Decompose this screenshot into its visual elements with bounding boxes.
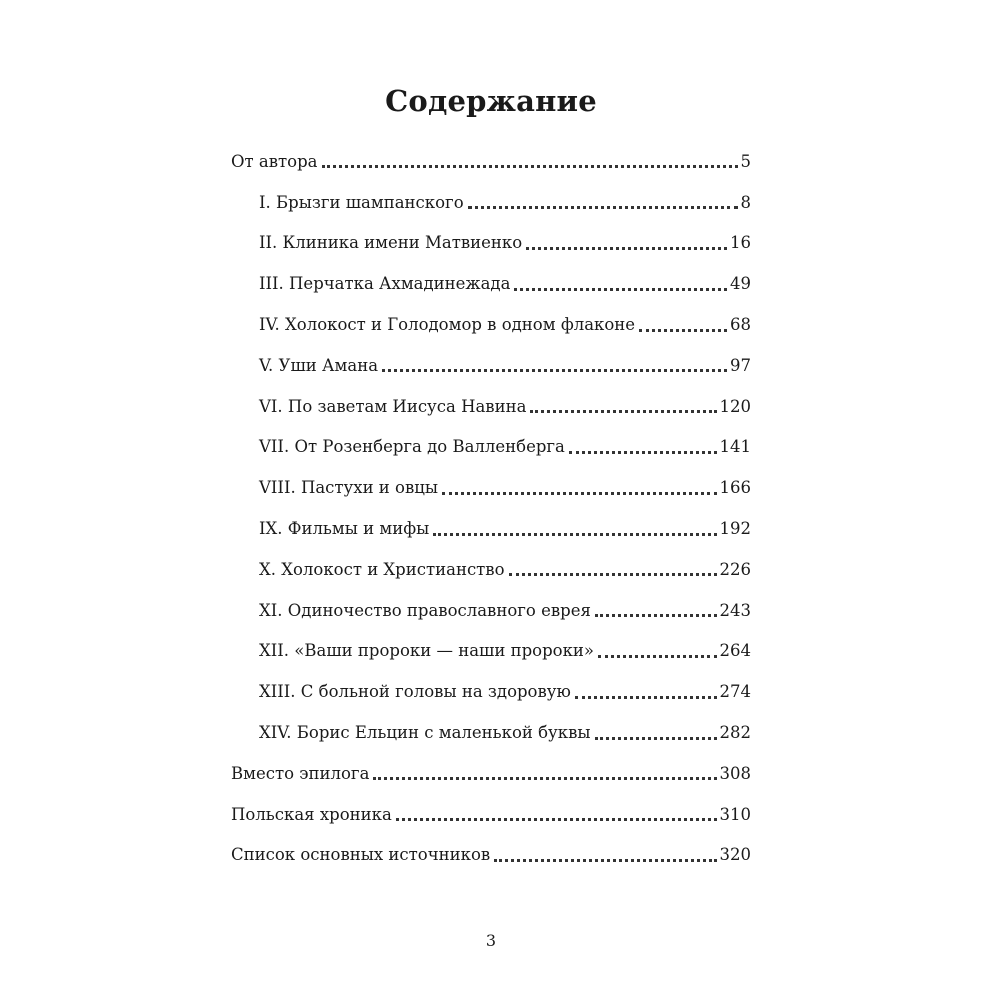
toc-entry-title: Вместо эпилога: [231, 763, 370, 783]
dot-leader: [382, 356, 727, 372]
dot-leader: [442, 479, 716, 495]
toc-entry: [231, 467, 751, 508]
toc-entry-page: 274: [719, 682, 751, 702]
dot-leader: [569, 438, 717, 454]
toc-entry: [231, 590, 751, 631]
dot-leader: [526, 234, 727, 250]
toc-entry-title: Список основных источников: [231, 845, 491, 865]
toc-entry-page: 320: [719, 845, 751, 865]
toc-entry: [231, 182, 751, 223]
toc-entry-page: 16: [730, 233, 751, 253]
toc-entry: [231, 631, 751, 672]
dot-leader: [433, 520, 716, 536]
toc-entry-title: XIII. С больной головы на здоровую: [259, 682, 571, 702]
toc-entry-title: II. Клиника имени Матвиенко: [259, 233, 523, 253]
page-title: Содержание: [385, 84, 597, 118]
toc-entry-page: 166: [719, 478, 751, 498]
toc-entry: [231, 263, 751, 304]
toc-entry: [231, 141, 751, 182]
toc-entry: [231, 508, 751, 549]
toc-entry-title: VI. По заветам Иисуса Навина: [259, 396, 527, 416]
page-number: 3: [485, 931, 497, 950]
dot-leader: [514, 275, 727, 291]
toc-entry-title: X. Холокост и Христианство: [259, 559, 505, 579]
toc-entry-page: 68: [730, 315, 751, 335]
toc-entry: [231, 549, 751, 590]
toc-entry: [231, 794, 751, 835]
toc-entry: [231, 753, 751, 794]
dot-leader: [494, 846, 716, 862]
toc-entry-title: XIV. Борис Ельцин с маленькой буквы: [259, 723, 591, 743]
dot-leader: [373, 764, 716, 780]
dot-leader: [530, 397, 716, 413]
dot-leader: [595, 601, 717, 617]
toc-entry-title: IV. Холокост и Голодомор в одном флаконе: [259, 315, 636, 335]
dot-leader: [595, 724, 717, 740]
toc-entry: [231, 345, 751, 386]
dot-leader: [468, 193, 738, 209]
toc-entry: [231, 712, 751, 753]
toc-entry: [231, 671, 751, 712]
toc-entry-page: 310: [719, 804, 751, 824]
toc-entry-page: 308: [719, 763, 751, 783]
dot-leader: [396, 805, 717, 821]
toc-entry-page: 141: [719, 437, 751, 457]
toc-entry-title: От автора: [231, 151, 318, 171]
dot-leader: [598, 642, 716, 658]
toc-entry-page: 120: [719, 396, 751, 416]
toc-entry-page: 282: [719, 723, 751, 743]
toc-entry-title: Польская хроника: [231, 804, 392, 824]
toc-entry-page: 5: [740, 151, 751, 171]
toc-entry-title: VII. От Розенберга до Валленберга: [259, 437, 565, 457]
toc-entry-page: 226: [719, 559, 751, 579]
toc-entry-page: 8: [740, 192, 751, 212]
toc-entry-page: 264: [719, 641, 751, 661]
toc-entry-title: I. Брызги шампанского: [259, 192, 464, 212]
toc-entry: [231, 304, 751, 345]
toc-entry-title: XII. «Ваши пророки — наши пророки»: [259, 641, 595, 661]
toc-entry-title: V. Уши Амана: [259, 355, 379, 375]
dot-leader: [322, 152, 738, 168]
dot-leader: [575, 683, 717, 699]
toc-entry: [231, 835, 751, 876]
toc-entry-title: IX. Фильмы и мифы: [259, 519, 430, 539]
toc-entry-page: 192: [719, 519, 751, 539]
toc-entry-title: III. Перчатка Ахмадинежада: [259, 274, 511, 294]
toc-entry-title: VIII. Пастухи и овцы: [259, 478, 439, 498]
toc-entry-title: XI. Одиночество православного еврея: [259, 600, 591, 620]
toc-entry: [231, 223, 751, 264]
toc-entry-page: 243: [719, 600, 751, 620]
toc-entry-page: 49: [730, 274, 751, 294]
toc-entry: [231, 427, 751, 468]
dot-leader: [639, 316, 727, 332]
dot-leader: [509, 560, 717, 576]
table-of-contents: [231, 141, 751, 875]
toc-entry-page: 97: [730, 355, 751, 375]
toc-entry: [231, 386, 751, 427]
